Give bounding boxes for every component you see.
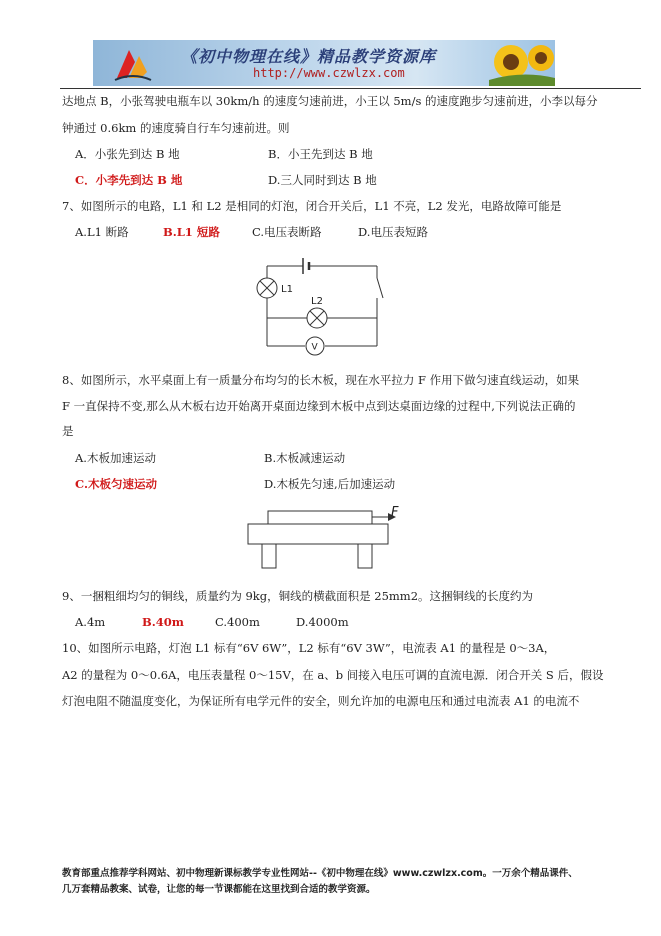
q9-text: 9、一捆粗细均匀的铜线，质量约为 9kg，铜线的横截面积是 25mm2。这捆铜线的长度约为 xyxy=(62,589,534,603)
header-banner xyxy=(93,40,555,86)
q6-text-line2: 钟通过 0.6km 的速度骑自行车匀速前进。则 xyxy=(62,121,290,135)
label-voltmeter: V xyxy=(311,342,318,353)
sunflower-icon xyxy=(489,40,555,86)
header-divider xyxy=(60,88,641,89)
q7-text: 7、如图所示的电路，L1 和 L2 是相同的灯泡，闭合开关后，L1 不亮，L2 发光，电路故障可能是 xyxy=(62,199,562,213)
label-l1: L1 xyxy=(281,284,293,295)
q8-board-on-table-diagram xyxy=(244,502,410,574)
q9-option-b: B.40m xyxy=(142,615,184,629)
q7-option-a: A.L1 断路 xyxy=(75,225,129,239)
site-logo-icon xyxy=(113,44,153,82)
q10-text-line1: 10、如图所示电路，灯泡 L1 标有“6V 6W”，L2 标有“6V 3W”，电流表 A1 的量程是 0～3A， xyxy=(62,641,556,655)
q9-option-a: A.4m xyxy=(75,615,106,629)
q10-text-line2: A2 的量程为 0～0.6A，电压表量程 0～15V，在 a、b 间接入电压可调的直流电源．闭合开关 S 后，假设 xyxy=(62,668,604,682)
q8-text-line3: 是 xyxy=(62,424,74,438)
q10-text-line3: 灯泡电阻不随温度变化，为保证所有电学元件的安全，则允许加的电源电压和通过电流表 A1 的电流不 xyxy=(62,694,580,708)
footer-line2: 几万套精品教案、试卷，让您的每一节课都能在这里找到合适的教学资源。 xyxy=(62,884,376,895)
q6-option-b: B．小王先到达 B 地 xyxy=(268,147,373,161)
q9-option-d: D.4000m xyxy=(296,615,349,629)
q6-option-a: A．小张先到达 B 地 xyxy=(75,147,180,161)
table-leg-left xyxy=(262,544,276,568)
q7-circuit-diagram xyxy=(255,254,390,358)
q6-text-line1: 达地点 B，小张驾驶电瓶车以 30km/h 的速度匀速前进，小王以 5m/s 的速度跑步匀速前进，小李以每分 xyxy=(62,94,598,108)
label-force: F xyxy=(391,505,399,520)
lamp-l1-icon xyxy=(257,278,277,298)
q8-text-line2: F 一直保持不变,那么从木板右边开始离开桌面边缘到木板中点到达桌面边缘的过程中,下列说法正确的 xyxy=(62,399,576,413)
q8-text-line1: 8、如图所示，水平桌面上有一质量分布均匀的长木板，现在水平拉力 F 作用下做匀速直线运动，如果 xyxy=(62,373,580,387)
page-footer xyxy=(62,866,642,898)
q8-option-c: C.木板匀速运动 xyxy=(75,477,157,491)
q6-option-d: D.三人同时到达 B 地 xyxy=(268,173,377,187)
label-l2: L2 xyxy=(311,296,323,307)
banner-url[interactable]: http://www.czwlzx.com xyxy=(253,66,405,80)
q7-option-c: C.电压表断路 xyxy=(252,225,322,239)
q7-option-b: B.L1 短路 xyxy=(163,225,220,239)
table-top xyxy=(248,524,388,544)
banner-title: 《初中物理在线》精品教学资源库 xyxy=(181,47,437,66)
q9-option-c: C.400m xyxy=(215,615,260,629)
footer-line1: 教育部重点推荐学科网站、初中物理新课标教学专业性网站--《初中物理在线》www.czwlzx.com。一万余个精品课件、 xyxy=(62,868,578,879)
q6-option-c: C．小李先到达 B 地 xyxy=(75,173,183,187)
wooden-board xyxy=(268,511,372,524)
lamp-l2-icon xyxy=(307,308,327,328)
q8-option-b: B.木板减速运动 xyxy=(264,451,346,465)
table-leg-right xyxy=(358,544,372,568)
q8-option-a: A.木板加速运动 xyxy=(75,451,156,465)
q8-option-d: D.木板先匀速,后加速运动 xyxy=(264,477,396,491)
q7-option-d: D.电压表短路 xyxy=(358,225,428,239)
